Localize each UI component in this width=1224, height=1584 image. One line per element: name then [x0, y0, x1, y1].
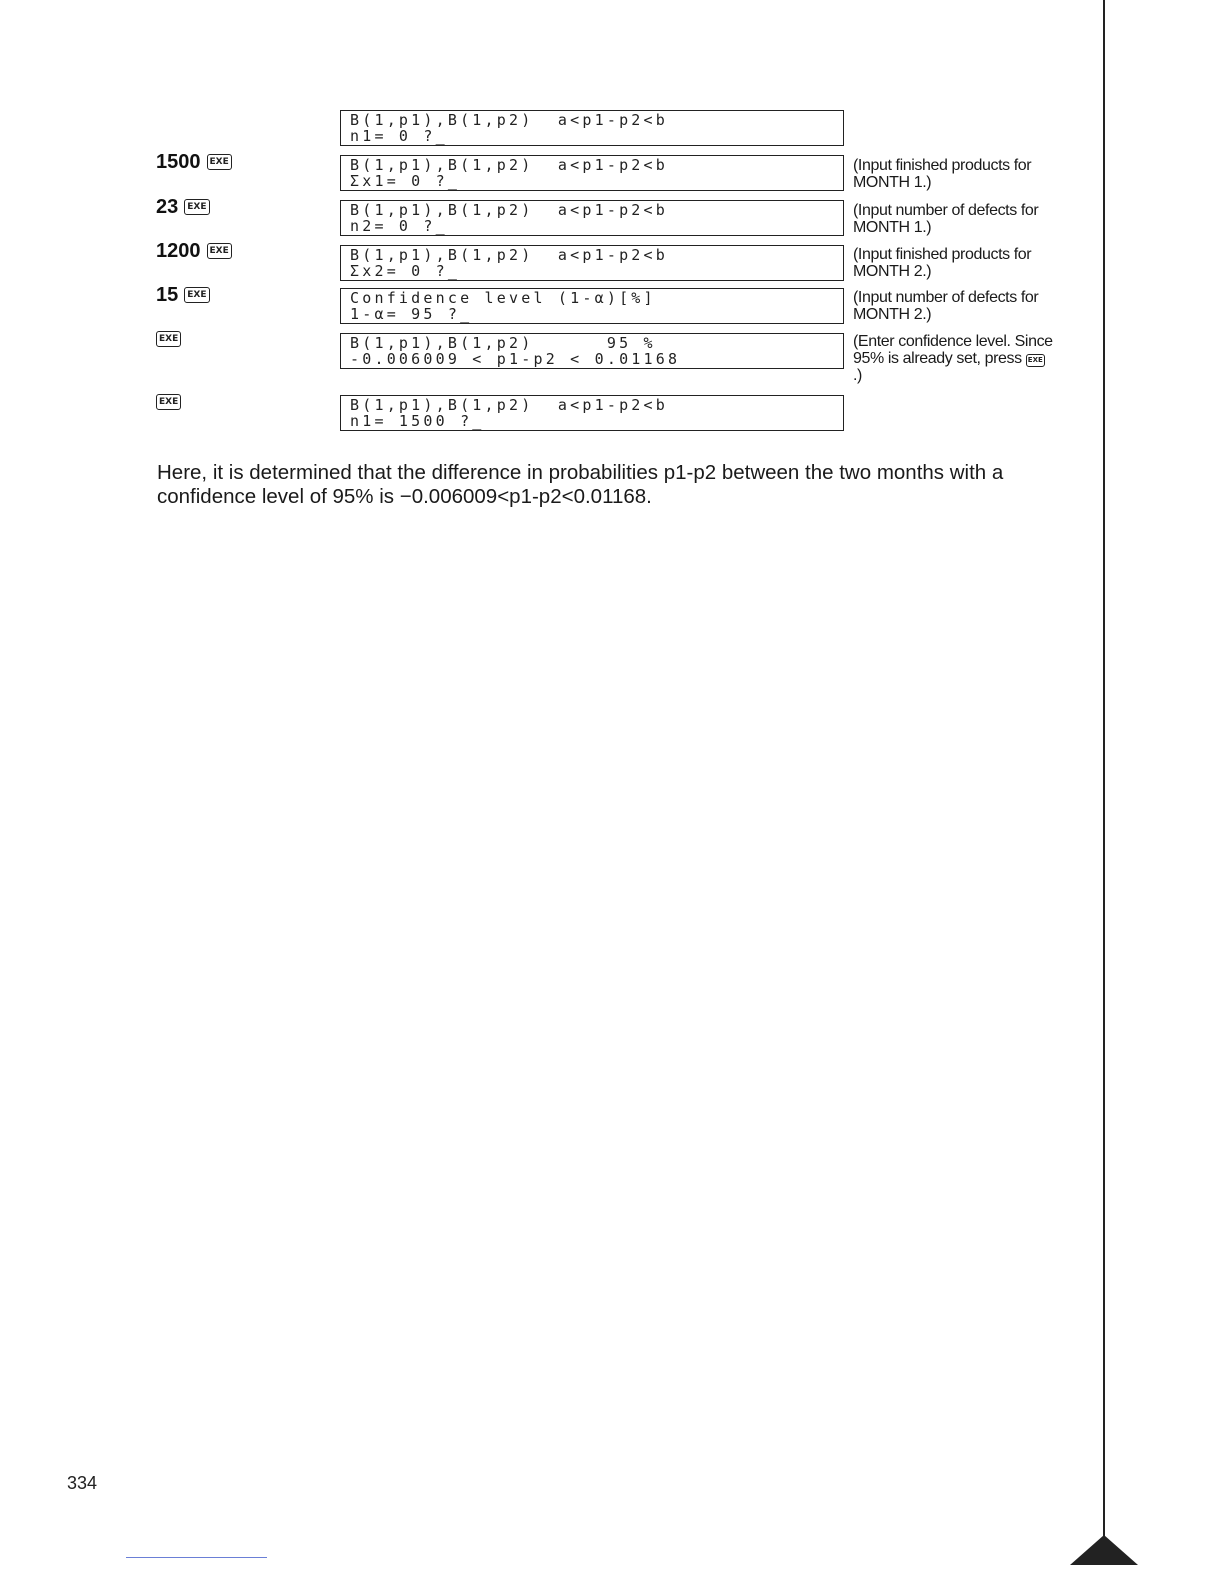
exe-key-icon: EXE	[156, 394, 181, 410]
annotation-step-4: (Input number of defects for MONTH 2.)	[853, 289, 1039, 323]
margin-rule	[1103, 0, 1105, 1540]
lcd-line-1: B(1,p1),B(1,p2) a<p1-p2<b	[350, 111, 668, 129]
lcd-display-step-2	[340, 200, 844, 236]
lcd-line-1: B(1,p1),B(1,p2) a<p1-p2<b	[350, 201, 668, 219]
lcd-line-2: 1-α= 95 ?_	[350, 305, 473, 323]
bottom-underline	[126, 1557, 267, 1558]
keystroke-value: 23	[156, 195, 179, 218]
page-number: 334	[67, 1473, 98, 1493]
keystroke-step-4	[156, 281, 210, 309]
lcd-line-1: B(1,p1),B(1,p2) a<p1-p2<b	[350, 156, 668, 174]
keystroke-value: 1500	[156, 150, 201, 173]
exe-key-icon: EXE	[156, 331, 181, 347]
lcd-line-1: Confidence level (1-α)[%]	[350, 289, 656, 307]
lcd-line-1: B(1,p1),B(1,p2) a<p1-p2<b	[350, 396, 668, 414]
exe-key-icon: EXE	[184, 199, 209, 215]
lcd-display-step-4	[340, 288, 844, 324]
annotation-text: (Enter confidence level. Since 95% is already set, press	[853, 333, 1053, 367]
exe-key-icon: EXE	[184, 287, 209, 303]
keystroke-step-6	[156, 388, 181, 416]
lcd-line-1: B(1,p1),B(1,p2) a<p1-p2<b	[350, 246, 668, 264]
lcd-line-2: n2= 0 ?_	[350, 217, 448, 235]
lcd-line-2: Σx1= 0 ?_	[350, 172, 461, 190]
keystroke-value: 1200	[156, 239, 201, 262]
keystroke-step-2	[156, 193, 210, 221]
lcd-display-step-6	[340, 395, 844, 431]
keystroke-step-5	[156, 325, 181, 353]
lcd-line-1: B(1,p1),B(1,p2) 95 %	[350, 334, 656, 352]
keystroke-value: 15	[156, 283, 179, 306]
keystroke-step-3	[156, 237, 232, 265]
lcd-line-2: n1= 1500 ?_	[350, 412, 485, 430]
lcd-line-2: Σx2= 0 ?_	[350, 262, 461, 280]
lcd-line-2: n1= 0 ?_	[350, 127, 448, 145]
lcd-display-step-0	[340, 110, 844, 146]
lcd-line-2: -0.006009 < p1-p2 < 0.01168	[350, 350, 681, 368]
annotation-step-2: (Input number of defects for MONTH 1.)	[853, 202, 1039, 236]
annotation-step-5	[853, 333, 1053, 384]
lcd-display-step-1	[340, 155, 844, 191]
margin-rule-tip	[1070, 1535, 1138, 1565]
lcd-display-step-3	[340, 245, 844, 281]
exe-key-icon: EXE	[207, 154, 232, 170]
lcd-display-step-5	[340, 333, 844, 369]
annotation-step-1: (Input finished products for MONTH 1.)	[853, 157, 1032, 191]
exe-key-icon: EXE	[207, 243, 232, 259]
annotation-text-end: .)	[853, 367, 862, 384]
result-paragraph: Here, it is determined that the difference in probabilities p1-p2 between the two months with a confidence level of 95% is −0.006009<p1-p2<0.01168.	[157, 461, 1004, 508]
keystroke-step-1	[156, 148, 232, 176]
annotation-step-3: (Input finished products for MONTH 2.)	[853, 246, 1032, 280]
exe-key-icon: EXE	[1026, 354, 1045, 367]
